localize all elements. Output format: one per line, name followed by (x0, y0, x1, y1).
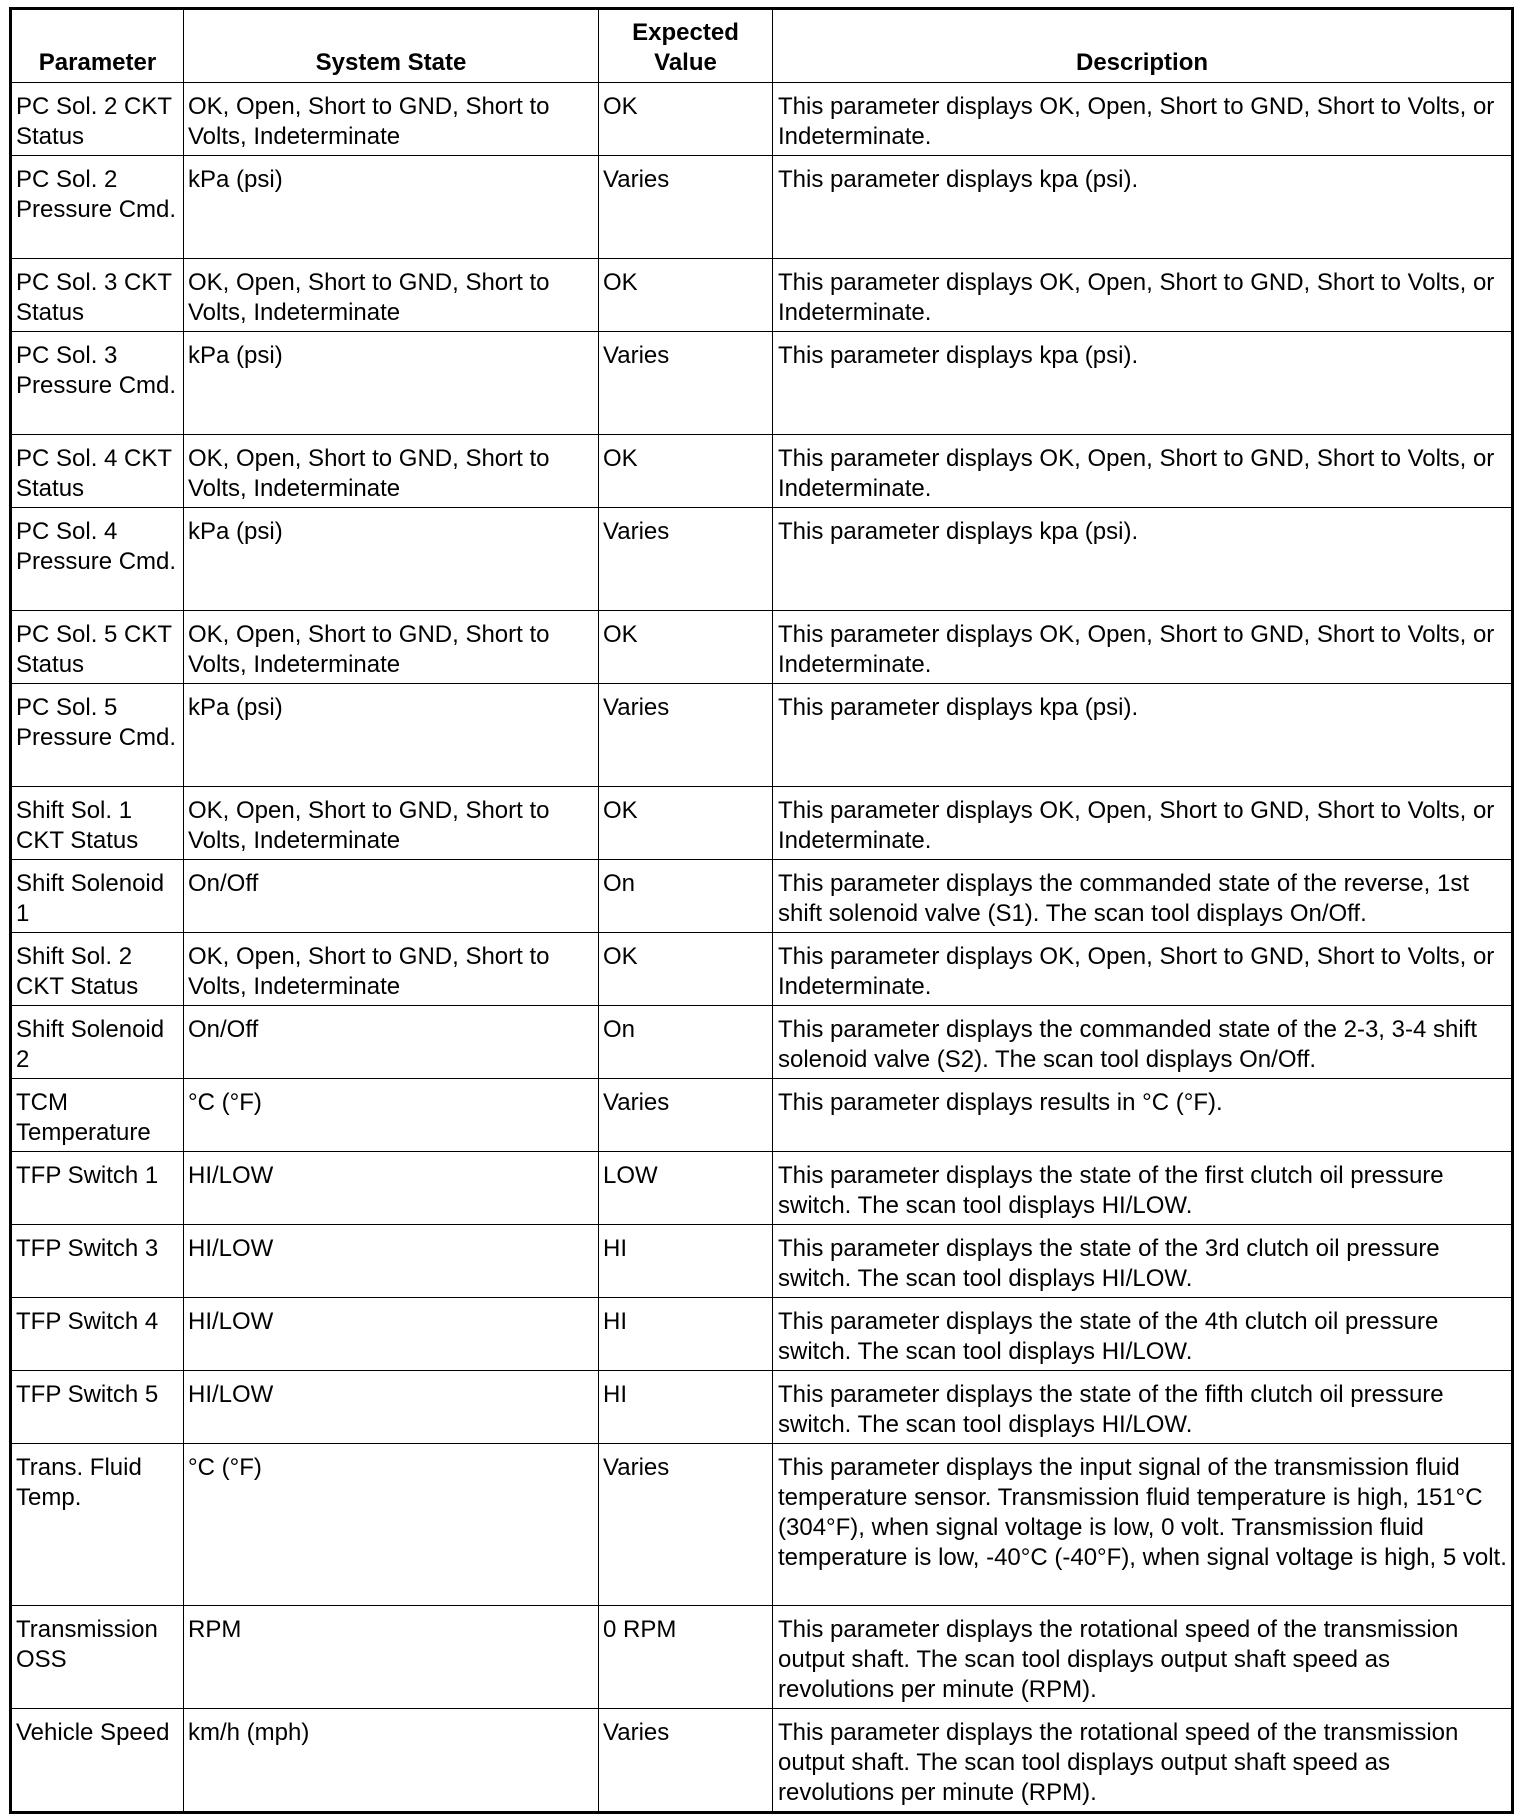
cell-parameter: TFP Switch 1 (11, 1152, 184, 1225)
cell-expected-value: Varies (599, 156, 773, 259)
cell-description: This parameter displays OK, Open, Short to GND, Short to Volts, or Indeterminate. (773, 83, 1513, 156)
cell-parameter: TFP Switch 3 (11, 1225, 184, 1298)
cell-description: This parameter displays the input signal of the transmission fluid temperature sensor. Transmission fluid temperature is high, 151°C (304°F), when signal voltage is low, 0 volt. Transmission fluid temperature is low, -40°C (-40°F), when signal voltage is high, 5 volt. (773, 1444, 1513, 1606)
cell-description: This parameter displays kpa (psi). (773, 508, 1513, 611)
cell-parameter: Shift Sol. 1 CKT Status (11, 787, 184, 860)
cell-description: This parameter displays kpa (psi). (773, 332, 1513, 435)
header-system-state: System State (184, 9, 599, 83)
cell-description: This parameter displays the state of the fifth clutch oil pressure switch. The scan tool displays HI/LOW. (773, 1371, 1513, 1444)
cell-parameter: PC Sol. 3 Pressure Cmd. (11, 332, 184, 435)
cell-expected-value: On (599, 860, 773, 933)
cell-expected-value: Varies (599, 508, 773, 611)
table-row (11, 508, 1513, 611)
table-row (11, 1444, 1513, 1606)
header-parameter: Parameter (11, 9, 184, 83)
cell-expected-value: Varies (599, 1444, 773, 1606)
cell-system-state: HI/LOW (184, 1298, 599, 1371)
cell-parameter: Vehicle Speed (11, 1709, 184, 1813)
cell-description: This parameter displays the rotational speed of the transmission output shaft. The scan tool displays output shaft speed as revolutions per minute (RPM). (773, 1709, 1513, 1813)
cell-parameter: TCM Temperature (11, 1079, 184, 1152)
table-row (11, 435, 1513, 508)
cell-system-state: HI/LOW (184, 1225, 599, 1298)
table-row (11, 611, 1513, 684)
cell-expected-value: Varies (599, 332, 773, 435)
cell-description: This parameter displays the commanded state of the reverse, 1st shift solenoid valve (S1). The scan tool displays On/Off. (773, 860, 1513, 933)
cell-parameter: PC Sol. 4 CKT Status (11, 435, 184, 508)
header-expected-value: Expected Value (599, 9, 773, 83)
cell-system-state: On/Off (184, 1006, 599, 1079)
cell-expected-value: OK (599, 933, 773, 1006)
table-row (11, 332, 1513, 435)
cell-system-state: kPa (psi) (184, 508, 599, 611)
cell-expected-value: On (599, 1006, 773, 1079)
cell-system-state: OK, Open, Short to GND, Short to Volts, Indeterminate (184, 611, 599, 684)
cell-expected-value: OK (599, 435, 773, 508)
table-row (11, 1709, 1513, 1813)
cell-description: This parameter displays results in °C (°F). (773, 1079, 1513, 1152)
table-row (11, 83, 1513, 156)
cell-description: This parameter displays OK, Open, Short to GND, Short to Volts, or Indeterminate. (773, 933, 1513, 1006)
cell-description: This parameter displays the state of the first clutch oil pressure switch. The scan tool displays HI/LOW. (773, 1152, 1513, 1225)
table-row (11, 1371, 1513, 1444)
cell-parameter: PC Sol. 2 Pressure Cmd. (11, 156, 184, 259)
table-header-row (11, 9, 1513, 83)
table-row (11, 684, 1513, 787)
table-row (11, 156, 1513, 259)
cell-description: This parameter displays kpa (psi). (773, 156, 1513, 259)
cell-expected-value: HI (599, 1225, 773, 1298)
cell-parameter: PC Sol. 4 Pressure Cmd. (11, 508, 184, 611)
cell-expected-value: Varies (599, 684, 773, 787)
cell-system-state: kPa (psi) (184, 332, 599, 435)
cell-parameter: Transmission OSS (11, 1606, 184, 1709)
cell-parameter: Trans. Fluid Temp. (11, 1444, 184, 1606)
cell-description: This parameter displays OK, Open, Short to GND, Short to Volts, or Indeterminate. (773, 611, 1513, 684)
table-row (11, 1079, 1513, 1152)
cell-description: This parameter displays the rotational speed of the transmission output shaft. The scan tool displays output shaft speed as revolutions per minute (RPM). (773, 1606, 1513, 1709)
table-row (11, 1006, 1513, 1079)
cell-parameter: Shift Solenoid 1 (11, 860, 184, 933)
cell-system-state: HI/LOW (184, 1371, 599, 1444)
table-row (11, 1606, 1513, 1709)
cell-system-state: OK, Open, Short to GND, Short to Volts, Indeterminate (184, 259, 599, 332)
table-row (11, 1152, 1513, 1225)
cell-parameter: PC Sol. 3 CKT Status (11, 259, 184, 332)
cell-expected-value: OK (599, 259, 773, 332)
cell-system-state: HI/LOW (184, 1152, 599, 1225)
cell-parameter: PC Sol. 2 CKT Status (11, 83, 184, 156)
cell-system-state: On/Off (184, 860, 599, 933)
cell-system-state: OK, Open, Short to GND, Short to Volts, Indeterminate (184, 83, 599, 156)
parameter-table (9, 7, 1514, 1814)
cell-expected-value: Varies (599, 1079, 773, 1152)
cell-parameter: PC Sol. 5 Pressure Cmd. (11, 684, 184, 787)
cell-description: This parameter displays the commanded state of the 2-3, 3-4 shift solenoid valve (S2). The scan tool displays On/Off. (773, 1006, 1513, 1079)
cell-parameter: PC Sol. 5 CKT Status (11, 611, 184, 684)
cell-system-state: °C (°F) (184, 1444, 599, 1606)
cell-system-state: OK, Open, Short to GND, Short to Volts, Indeterminate (184, 933, 599, 1006)
cell-system-state: OK, Open, Short to GND, Short to Volts, Indeterminate (184, 787, 599, 860)
cell-description: This parameter displays OK, Open, Short to GND, Short to Volts, or Indeterminate. (773, 787, 1513, 860)
cell-expected-value: HI (599, 1298, 773, 1371)
cell-description: This parameter displays kpa (psi). (773, 684, 1513, 787)
cell-system-state: km/h (mph) (184, 1709, 599, 1813)
cell-system-state: kPa (psi) (184, 684, 599, 787)
cell-system-state: RPM (184, 1606, 599, 1709)
table-row (11, 259, 1513, 332)
cell-parameter: TFP Switch 4 (11, 1298, 184, 1371)
table-row (11, 933, 1513, 1006)
cell-parameter: Shift Sol. 2 CKT Status (11, 933, 184, 1006)
cell-system-state: kPa (psi) (184, 156, 599, 259)
table-row (11, 787, 1513, 860)
cell-system-state: °C (°F) (184, 1079, 599, 1152)
cell-description: This parameter displays OK, Open, Short to GND, Short to Volts, or Indeterminate. (773, 259, 1513, 332)
cell-system-state: OK, Open, Short to GND, Short to Volts, Indeterminate (184, 435, 599, 508)
cell-expected-value: OK (599, 611, 773, 684)
table-row (11, 1225, 1513, 1298)
cell-expected-value: OK (599, 83, 773, 156)
table-row (11, 860, 1513, 933)
cell-expected-value: Varies (599, 1709, 773, 1813)
cell-expected-value: HI (599, 1371, 773, 1444)
cell-expected-value: 0 RPM (599, 1606, 773, 1709)
cell-description: This parameter displays the state of the 4th clutch oil pressure switch. The scan tool displays HI/LOW. (773, 1298, 1513, 1371)
cell-description: This parameter displays OK, Open, Short to GND, Short to Volts, or Indeterminate. (773, 435, 1513, 508)
cell-parameter: Shift Solenoid 2 (11, 1006, 184, 1079)
cell-parameter: TFP Switch 5 (11, 1371, 184, 1444)
header-description: Description (773, 9, 1513, 83)
cell-expected-value: LOW (599, 1152, 773, 1225)
cell-expected-value: OK (599, 787, 773, 860)
table-row (11, 1298, 1513, 1371)
cell-description: This parameter displays the state of the 3rd clutch oil pressure switch. The scan tool displays HI/LOW. (773, 1225, 1513, 1298)
